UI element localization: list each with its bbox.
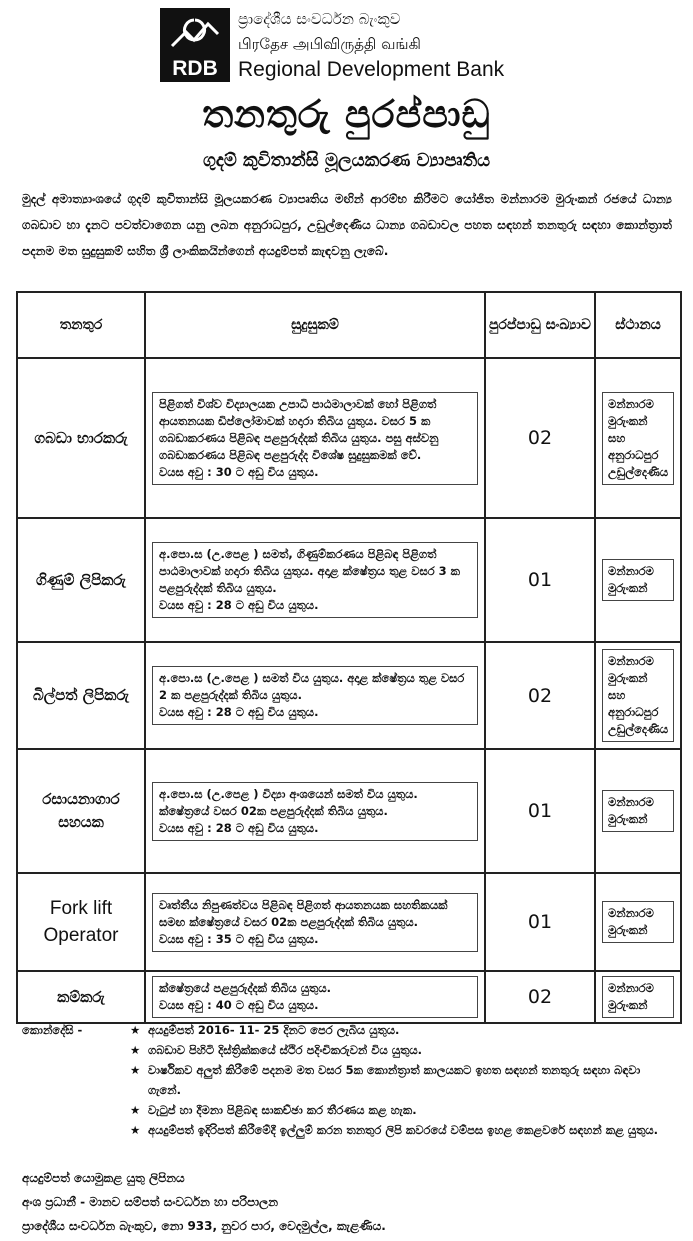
intro-paragraph: මුදල් අමාත්‍යාංශයේ ගුදම් කුවිතාන්සි මූලයකරණ ව්‍යාපෘතිය මඟින් ආරම්භ කිරීමට යෝජිත මන්නාරම මුරුංකන් රජයේ ධාන්‍ය ගබඩාව හා දැනට පවත්වාගෙන යනු ලබන අනුරාධපුර, උඩුල්දෙණිය ධාන්‍ය ගබඩාවල පහත සඳහන් තනතුරු සඳහා කොන්ත්‍රාත් පදනම මත සුදුසුකම් සහිත ශ්‍රී ලාංකිකයින්ගෙන් අයදුම්පත් කැඳවනු ලැබේ. [22, 192, 672, 258]
age-limit: වයස අවු : 35 ට අඩු විය යුතුය. [159, 931, 319, 946]
table-row [17, 971, 681, 1023]
star-bullet-icon: ★ [130, 1023, 141, 1037]
post-name: ගිණුම් ලිපිකරු [17, 518, 145, 642]
location-text: මන්නාරම මුරුංකන් [602, 976, 674, 1018]
qualification-cell [145, 518, 485, 642]
address-line: ප්‍රාදේශීය සංවර්ධන බැංකුව, නො 933, නුවර පාර, වෙදමුල්ල, කැළණිය. [22, 1219, 386, 1233]
location-cell [595, 971, 681, 1023]
vacancy-count: 02 [485, 971, 595, 1023]
star-bullet-icon: ★ [130, 1063, 141, 1077]
location-text: මන්නාරම මුරුංකන් සහ අනුරාධපුර උඩුල්දෙණිය [602, 649, 674, 742]
page-title: තනතුරු පුරප්පාඩු [202, 92, 491, 136]
qualification-cell [145, 358, 485, 518]
qualification-cell [145, 971, 485, 1023]
bank-name-tamil: பிரதேச அபிவிருத்தி வங்கி [238, 35, 421, 53]
qualification-box [152, 392, 478, 485]
post-name: කම්කරු [17, 971, 145, 1023]
age-limit: වයස අවු : 28 ට අඩු විය යුතුය. [159, 598, 319, 612]
age-limit: වයස අවු : 28 ට අඩු විය යුතුය. [159, 705, 319, 719]
condition-text: අයදුම්පත් 2016- 11- 25 දිනට පෙර ලැබිය යුතුය. [148, 1023, 400, 1037]
rdb-logo-text: RDB [160, 56, 230, 82]
vacancy-count: 01 [485, 749, 595, 873]
list-item [130, 1120, 670, 1140]
qualification-cell [145, 642, 485, 749]
location-cell [595, 749, 681, 873]
bank-header [160, 4, 560, 94]
post-name: Fork lift Operator [17, 873, 145, 971]
bank-name-english: Regional Development Bank [238, 58, 505, 81]
list-item [130, 1060, 670, 1100]
header-location: ස්ථානය [595, 292, 681, 358]
table-row [17, 642, 681, 749]
location-text: මන්නාරම මුරුංකන් සහ අනුරාධපුර උඩුල්දෙණිය [602, 392, 674, 485]
table-row [17, 749, 681, 873]
location-cell [595, 873, 681, 971]
list-item [130, 1040, 670, 1060]
project-subtitle: ගුදම් කුවිතාන්සි මූලයකරණ ව්‍යාපෘතිය [202, 150, 491, 171]
qualification-text: ක්ෂේත්‍රයේ පළපුරුද්දක් තිබිය යුතුය. [159, 981, 331, 995]
condition-text: වාර්ෂිකව අලුත් කිරීමේ පදනම මත වසර 5ක කොන්ත්‍රාත් කාලයකට ඉහත සඳහන් තනතුරු සඳහා බඳවා ගැනේ. [148, 1063, 641, 1097]
post-name: ගබඩා භාරකරු [17, 358, 145, 518]
star-bullet-icon: ★ [130, 1123, 141, 1137]
qualification-cell [145, 749, 485, 873]
vacancy-count: 02 [485, 358, 595, 518]
qualification-box [152, 976, 478, 1018]
condition-text: අයදුම්පත් ඉදිරිපත් කිරීමේදී ඉල්ලුම් කරන තනතුර ලිපි කවරයේ වම්පස ඉහළ කෙළවරේ සඳහන් කළ යුතුය. [148, 1123, 659, 1137]
age-limit: වයස අවු : 28 ට අඩු විය යුතුය. [159, 820, 319, 835]
table-header-row [17, 292, 681, 358]
post-name: රසායනාගාර සහයක [17, 749, 145, 873]
location-cell [595, 518, 681, 642]
qualification-box [152, 542, 478, 618]
table-row [17, 873, 681, 971]
qualification-text: අ.පො.ස (උ.පෙළ ) විද්‍යා අංශයෙන් සමත් විය යුතුය. ක්ෂේත්‍රයේ වසර 02ක පළපුරුද්දක් තිබිය යුතුය. [159, 786, 418, 818]
condition-text: ගබඩාව පිහිටි දිස්ත්‍රික්කයේ ස්ථිර පදිංචිකරුවන් විය යුතුය. [148, 1043, 423, 1057]
qualification-text: අ.පො.ස (උ.පෙළ ) සමත්, ගිණුම්කරණය පිළිබඳ පිළිගත් පාඨමාලාවක් හදාරා තිබිය යුතුය. අදාළ ක්ෂේත්‍රය තුළ වසර 3 ක පළපුරුද්දක් තිබිය යුතුය. [159, 547, 461, 595]
conditions-list [130, 1020, 670, 1140]
location-text: මන්නාරම මුරුංකන් [602, 559, 674, 601]
header-post: තනතුර [17, 292, 145, 358]
bank-name-sinhala: ප්‍රාදේශීය සංවර්ධන බැංකුව [238, 10, 401, 28]
qualification-cell [145, 873, 485, 971]
rdb-logo-icon [160, 8, 230, 56]
vacancy-count: 01 [485, 518, 595, 642]
vacancy-count: 02 [485, 642, 595, 749]
list-item [130, 1100, 670, 1120]
age-limit: වයස අවු : 30 ට අඩු විය යුතුය. [159, 464, 319, 479]
location-text: මන්නාරම මුරුංකන් [602, 901, 674, 943]
star-bullet-icon: ★ [130, 1103, 141, 1117]
address-line: අයදුම්පත් යොමුකළ යුතු ලිපිනය [22, 1171, 185, 1185]
location-text: මන්නාරම මුරුංකන් [602, 790, 674, 832]
table-row [17, 358, 681, 518]
postal-address [22, 1166, 682, 1238]
qualification-box [152, 893, 478, 952]
star-bullet-icon: ★ [130, 1043, 141, 1057]
qualification-text: වෘත්තීය නිපුණත්වය පිළිබඳ පිළිගත් ආයතනයක සහතිකයක් සමඟ ක්ෂේත්‍රයේ වසර 02ක පළපුරුද්දක් තිබිය යුතුය. [159, 897, 448, 929]
location-cell [595, 358, 681, 518]
table-row [17, 518, 681, 642]
header-vacancies: පුරප්පාඩු සංඛ්‍යාව [485, 292, 595, 358]
address-line: අංශ ප්‍රධානී - මානව සම්පත් සංවර්ධන හා පරිපාලන [22, 1195, 278, 1209]
post-name: බිල්පත් ලිපිකරු [17, 642, 145, 749]
location-cell [595, 642, 681, 749]
qualification-box [152, 666, 478, 725]
qualification-text: පිළිගත් විශ්ව විද්‍යාලයක උපාධි පාඨමාලාවක් හෝ පිළිගත් ආයතනයක ඩිප්ලෝමාවක් හදාරා තිබිය යුතුය. වසර 5 ක ගබඩාකරණය පිළිබඳ පළපුරුද්දක් තිබිය යුතුය. පසු අස්වනු ගබඩාකරණය පිළිබඳ පළපුරුද්ද විශේෂ සුදුසුකමක් වේ. [159, 396, 439, 462]
condition-text: වැටුප් හා දීමනා පිළිබඳ සාකච්ඡා කර තීරණය කළ හැක. [148, 1103, 417, 1117]
qualification-text: අ.පො.ස (උ.පෙළ ) සමත් විය යුතුය. අදාළ ක්ෂේත්‍රය තුළ වසර 2 ක පළපුරුද්දක් තිබිය යුතුය. [159, 671, 465, 702]
qualification-box [152, 782, 478, 841]
header-qualifications: සුදුසුකම් [145, 292, 485, 358]
list-item [130, 1020, 670, 1040]
age-limit: වයස අවු : 40 ට අඩු විය යුතුය. [159, 998, 319, 1012]
conditions-label: කොන්දේසි - [22, 1023, 83, 1037]
vacancy-table [16, 291, 682, 1024]
vacancy-count: 01 [485, 873, 595, 971]
